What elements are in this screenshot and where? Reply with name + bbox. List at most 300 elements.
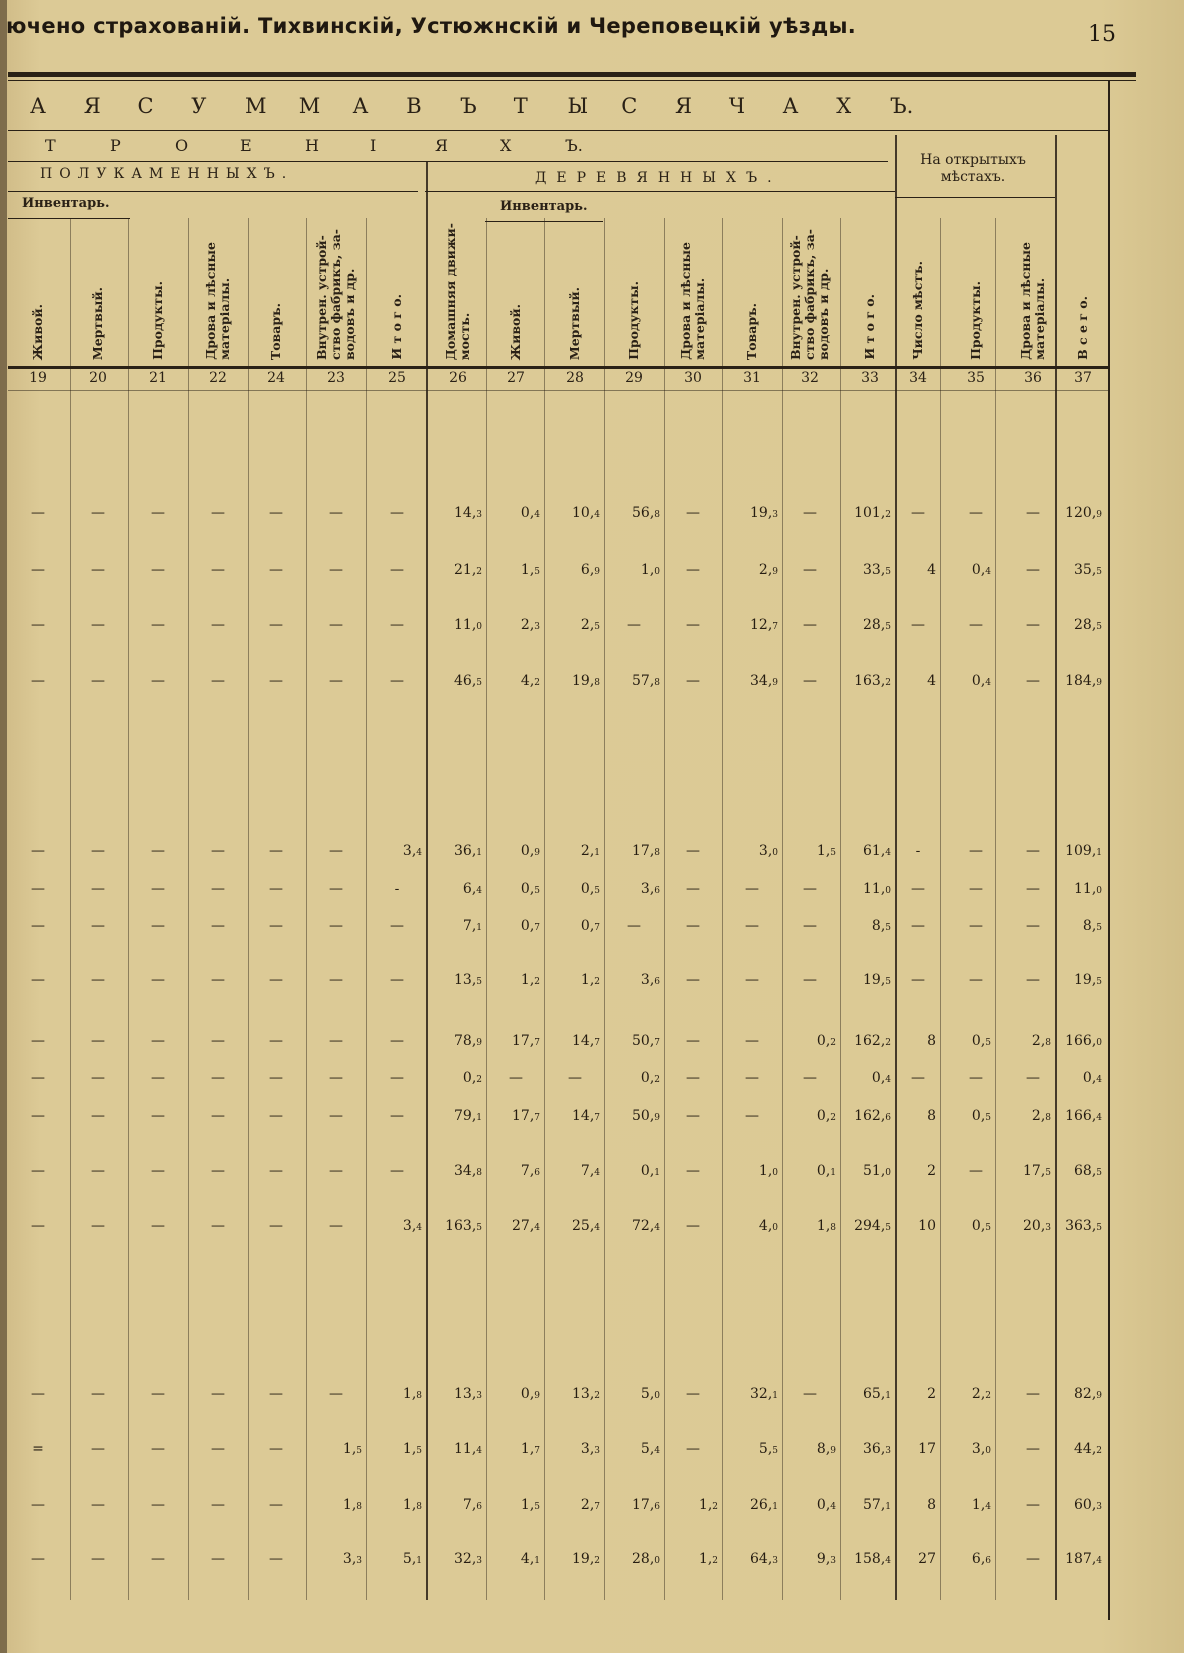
table-cell: —: [329, 562, 343, 578]
banner-letter: Х: [836, 94, 852, 118]
table-cell: 21,2: [454, 562, 482, 578]
column-rule: [722, 218, 723, 1600]
table-cell: —: [151, 1070, 165, 1086]
column-rule: [544, 218, 545, 1600]
table-cell: 1,8: [402, 1497, 422, 1513]
table-cell: —: [211, 673, 225, 689]
table-cell: 50,9: [632, 1108, 660, 1124]
table-cell: —: [211, 1497, 225, 1513]
table-cell: 11,0: [454, 617, 482, 633]
table-cell: 11,4: [454, 1441, 482, 1457]
banner-letter: Я: [435, 136, 448, 155]
table-cell: 2,7: [580, 1497, 600, 1513]
table-cell: —: [31, 918, 45, 934]
table-cell: 72,4: [632, 1218, 660, 1234]
table-cell: —: [686, 505, 700, 521]
table-cell: —: [269, 673, 283, 689]
banner-letter: М: [245, 94, 267, 118]
table-cell: 1,0: [640, 562, 660, 578]
table-cell: 13,5: [454, 972, 482, 988]
page-number: 15: [1088, 22, 1116, 47]
table-cell: 51,0: [863, 1163, 891, 1179]
table-cell: —: [151, 1033, 165, 1049]
table-cell: —: [329, 617, 343, 633]
table-cell: 6,6: [971, 1551, 991, 1567]
table-cell: 0,4: [971, 562, 991, 578]
table-cell: —: [31, 1108, 45, 1124]
banner-letter: А: [782, 94, 799, 118]
table-cell: —: [329, 1108, 343, 1124]
table-cell: 0,4: [816, 1497, 836, 1513]
banner-letter: А: [30, 94, 46, 118]
wooden-divider: [425, 191, 895, 192]
table-cell: —: [31, 562, 45, 578]
table-cell: 187,4: [1065, 1551, 1102, 1567]
table-cell: —: [211, 617, 225, 633]
table-cell: —: [911, 505, 925, 521]
table-cell: —: [91, 1070, 105, 1086]
table-cell: 50,7: [632, 1033, 660, 1049]
table-cell: —: [686, 843, 700, 859]
table-cell: —: [31, 1163, 45, 1179]
table-cell: 27: [918, 1551, 936, 1567]
column-number-37: 37: [1074, 370, 1092, 386]
table-cell: —: [91, 972, 105, 988]
table-cell: —: [211, 918, 225, 934]
table-cell: 5,0: [640, 1386, 660, 1402]
table-cell: 4: [927, 562, 936, 578]
table-cell: 0,5: [971, 1108, 991, 1124]
banner-letter: А: [352, 94, 369, 118]
table-cell: 34,9: [750, 673, 778, 689]
half-stone-divider: [8, 191, 418, 192]
column-number-19: 19: [29, 370, 47, 386]
table-cell: 27,4: [512, 1218, 540, 1234]
table-cell: 2: [927, 1386, 936, 1402]
table-cell: 6,9: [580, 562, 600, 578]
table-cell: —: [269, 1070, 283, 1086]
table-cell: —: [390, 1033, 404, 1049]
table-cell: —: [803, 673, 817, 689]
column-rule: [840, 218, 841, 1600]
table-cell: —: [329, 972, 343, 988]
table-cell: —: [803, 1386, 817, 1402]
column-number-23: 23: [327, 370, 345, 386]
table-cell: —: [1026, 881, 1040, 897]
banner-letter: І: [370, 136, 377, 155]
banner-letter: Я: [83, 94, 101, 118]
table-cell: —: [969, 843, 983, 859]
table-cell: 6,4: [462, 881, 482, 897]
table-cell: —: [151, 1218, 165, 1234]
table-cell: —: [91, 1551, 105, 1567]
table-cell: 3,6: [640, 881, 660, 897]
table-cell: —: [686, 1070, 700, 1086]
banner-letter: Е: [240, 136, 252, 155]
table-cell: —: [745, 1108, 759, 1124]
top-rule-thick: [8, 72, 1136, 77]
table-cell: 4,1: [520, 1551, 540, 1567]
table-cell: 1,8: [342, 1497, 362, 1513]
table-cell: —: [91, 1218, 105, 1234]
table-cell: 33,5: [863, 562, 891, 578]
table-cell: —: [329, 1070, 343, 1086]
table-cell: —: [269, 1386, 283, 1402]
table-cell: 68,5: [1074, 1163, 1102, 1179]
column-header-24: Товаръ.: [268, 302, 283, 360]
banner-letter: Н: [305, 136, 319, 155]
table-cell: —: [269, 1218, 283, 1234]
table-cell: 0,4: [871, 1070, 891, 1086]
table-cell: —: [745, 918, 759, 934]
table-cell: —: [269, 1163, 283, 1179]
banner-letter: Ы: [567, 94, 589, 118]
table-cell: —: [31, 1497, 45, 1513]
column-number-26: 26: [449, 370, 467, 386]
column-header-26: Домашняя движи- мость.: [443, 222, 472, 360]
table-cell: —: [329, 843, 343, 859]
table-cell: —: [91, 617, 105, 633]
table-cell: 1,8: [402, 1386, 422, 1402]
table-cell: 0,5: [971, 1033, 991, 1049]
column-number-32: 32: [801, 370, 819, 386]
column-rule: [426, 161, 428, 1600]
table-cell: 17,6: [632, 1497, 660, 1513]
table-cell: 0,4: [971, 673, 991, 689]
table-cell: —: [31, 1070, 45, 1086]
table-cell: —: [31, 617, 45, 633]
table-cell: 0,5: [520, 881, 540, 897]
table-cell: —: [91, 1108, 105, 1124]
table-cell: 3,6: [640, 972, 660, 988]
table-cell: —: [211, 505, 225, 521]
table-cell: 4: [927, 673, 936, 689]
table-cell: —: [745, 881, 759, 897]
table-cell: —: [91, 505, 105, 521]
table-cell: 0,4: [520, 505, 540, 521]
table-cell: —: [269, 505, 283, 521]
table-cell: 166,0: [1065, 1033, 1102, 1049]
table-cell: 2,1: [580, 843, 600, 859]
column-number-28: 28: [566, 370, 584, 386]
column-number-24: 24: [267, 370, 285, 386]
table-cell: 17: [918, 1441, 936, 1457]
column-number-34: 34: [909, 370, 927, 386]
banner-letter: О: [175, 136, 189, 155]
table-cell: 7,6: [520, 1163, 540, 1179]
table-cell: —: [1026, 918, 1040, 934]
table-cell: —: [911, 1070, 925, 1086]
table-cell: 12,7: [750, 617, 778, 633]
column-rule: [306, 218, 307, 1600]
table-cell: 17,7: [512, 1108, 540, 1124]
table-cell: —: [1026, 1441, 1040, 1457]
table-cell: —: [151, 881, 165, 897]
table-cell: —: [1026, 1386, 1040, 1402]
table-cell: 163,5: [445, 1218, 482, 1234]
table-cell: —: [329, 1218, 343, 1234]
column-header-34: Число мѣстъ.: [910, 261, 925, 360]
table-cell: 3,4: [402, 843, 422, 859]
column-header-19: Живой.: [30, 303, 45, 360]
table-cell: —: [211, 1108, 225, 1124]
table-cell: —: [211, 1386, 225, 1402]
column-rule: [604, 218, 605, 1600]
banner-letter: С: [137, 94, 154, 118]
table-cell: —: [329, 1386, 343, 1402]
column-rule: [128, 218, 129, 1600]
table-cell: 17,8: [632, 843, 660, 859]
column-number-20: 20: [89, 370, 107, 386]
table-cell: —: [269, 1108, 283, 1124]
banner-letter: В: [406, 94, 422, 118]
table-cell: —: [803, 1070, 817, 1086]
table-cell: —: [686, 881, 700, 897]
table-cell: —: [269, 1441, 283, 1457]
table-cell: —: [1026, 505, 1040, 521]
table-cell: —: [803, 918, 817, 934]
table-cell: 184,9: [1065, 673, 1102, 689]
table-cell: —: [745, 1070, 759, 1086]
table-cell: —: [509, 1070, 523, 1086]
table-cell: —: [31, 881, 45, 897]
table-cell: 120,9: [1065, 505, 1102, 521]
table-cell: 0,4: [1082, 1070, 1102, 1086]
table-cell: 2,8: [1031, 1108, 1051, 1124]
table-cell: 2: [927, 1163, 936, 1179]
top-rule-thin: [8, 80, 1136, 81]
table-cell: 35,5: [1074, 562, 1102, 578]
banner-letter: М: [298, 94, 321, 118]
column-header-21: Продукты.: [150, 281, 165, 360]
column-header-25: И т о г о.: [389, 294, 404, 360]
column-header-30: Дрова и лѣсные матеріалы.: [678, 242, 707, 360]
table-cell: 10: [918, 1218, 936, 1234]
table-cell: —: [390, 505, 404, 521]
table-cell: —: [211, 1033, 225, 1049]
table-cell: —: [969, 617, 983, 633]
table-cell: 64,3: [750, 1551, 778, 1567]
table-cell: —: [211, 1441, 225, 1457]
column-header-22: Дрова и лѣсные матеріалы.: [203, 242, 232, 360]
table-cell: 158,4: [854, 1551, 891, 1567]
table-cell: —: [969, 881, 983, 897]
table-cell: —: [803, 562, 817, 578]
column-header-23: Внутрен. устрой- ство фабрикъ, за- водовъ и др.: [314, 228, 357, 360]
table-cell: —: [269, 881, 283, 897]
table-cell: 79,1: [454, 1108, 482, 1124]
table-cell: —: [151, 918, 165, 934]
banner-letter: Т: [513, 94, 528, 118]
table-cell: —: [269, 972, 283, 988]
table-cell: —: [911, 972, 925, 988]
wooden-heading: ДЕРЕВЯННЫХЪ.: [535, 170, 782, 186]
table-cell: 36,1: [454, 843, 482, 859]
column-rule: [995, 218, 996, 1600]
page-header-title: ючено страхованій. Тихвинскій, Устюжнскій и Череповецкій уѣзды.: [6, 14, 857, 38]
table-cell: 163,2: [854, 673, 891, 689]
banner-letter: Т: [45, 136, 56, 155]
column-rule: [1055, 135, 1057, 1600]
table-cell: —: [211, 1163, 225, 1179]
table-cell: 8: [927, 1108, 936, 1124]
column-number-29: 29: [625, 370, 643, 386]
banner-letter: Х: [500, 136, 512, 155]
table-cell: 2,9: [758, 562, 778, 578]
table-cell: 19,5: [863, 972, 891, 988]
table-cell: —: [686, 1386, 700, 1402]
table-cell: 14,7: [572, 1108, 600, 1124]
table-cell: —: [31, 505, 45, 521]
column-number-35: 35: [967, 370, 985, 386]
table-cell: —: [911, 918, 925, 934]
table-cell: 36,3: [863, 1441, 891, 1457]
column-header-29: Продукты.: [626, 281, 641, 360]
table-cell: 2,3: [520, 617, 540, 633]
table-right-border: [1108, 80, 1110, 1620]
table-cell: 0,9: [520, 1386, 540, 1402]
table-cell: —: [803, 881, 817, 897]
table-cell: —: [1026, 1551, 1040, 1567]
table-cell: 0,2: [816, 1033, 836, 1049]
table-cell: —: [390, 617, 404, 633]
table-cell: —: [1026, 843, 1040, 859]
table-cell: —: [969, 505, 983, 521]
table-cell: —: [211, 1070, 225, 1086]
table-cell: —: [745, 972, 759, 988]
table-cell: —: [1026, 1497, 1040, 1513]
table-cell: 20,3: [1023, 1218, 1051, 1234]
table-cell: 162,6: [854, 1108, 891, 1124]
column-header-37: В с е г о.: [1075, 296, 1090, 360]
table-cell: —: [151, 1386, 165, 1402]
table-cell: —: [686, 562, 700, 578]
table-cell: 1,2: [580, 972, 600, 988]
table-cell: 166,4: [1065, 1108, 1102, 1124]
table-cell: —: [329, 673, 343, 689]
table-cell: —: [31, 972, 45, 988]
table-cell: 0,7: [580, 918, 600, 934]
table-cell: —: [211, 972, 225, 988]
table-cell: —: [686, 1441, 700, 1457]
table-cell: 44,2: [1074, 1441, 1102, 1457]
table-cell: 9,3: [816, 1551, 836, 1567]
table-cell: —: [91, 881, 105, 897]
table-cell: 46,5: [454, 673, 482, 689]
column-header-33: И т о г о.: [862, 294, 877, 360]
column-number-21: 21: [149, 370, 167, 386]
table-cell: 294,5: [854, 1218, 891, 1234]
table-cell: —: [686, 617, 700, 633]
table-cell: 0,2: [816, 1108, 836, 1124]
table-cell: 101,2: [854, 505, 891, 521]
table-cell: 28,0: [632, 1551, 660, 1567]
table-cell: 1,8: [816, 1218, 836, 1234]
table-cell: —: [211, 843, 225, 859]
table-cell: 1,2: [698, 1497, 718, 1513]
table-cell: 2,2: [971, 1386, 991, 1402]
header-bottom-rule: [8, 366, 1108, 369]
table-cell: —: [686, 918, 700, 934]
table-cell: 78,9: [454, 1033, 482, 1049]
column-header-36: Дрова и лѣсные матеріалы.: [1018, 242, 1047, 360]
column-rule: [366, 218, 367, 1600]
column-rule: [188, 218, 189, 1600]
table-cell: —: [390, 1163, 404, 1179]
table-cell: 13,3: [454, 1386, 482, 1402]
banner-letter: Ъ.: [890, 94, 914, 118]
table-cell: 19,8: [572, 673, 600, 689]
table-cell: 0,7: [520, 918, 540, 934]
table-cell: =: [32, 1441, 44, 1457]
table-cell: 17,5: [1023, 1163, 1051, 1179]
table-cell: 7,6: [462, 1497, 482, 1513]
column-rule: [486, 218, 487, 1600]
table-cell: 2,8: [1031, 1033, 1051, 1049]
table-cell: —: [211, 562, 225, 578]
table-cell: —: [969, 972, 983, 988]
table-cell: —: [686, 1108, 700, 1124]
table-cell: 1,5: [520, 562, 540, 578]
table-cell: —: [151, 1163, 165, 1179]
table-cell: —: [911, 617, 925, 633]
column-rule: [70, 218, 71, 1600]
table-cell: —: [390, 972, 404, 988]
table-cell: —: [211, 1218, 225, 1234]
table-cell: —: [91, 918, 105, 934]
column-header-31: Товаръ.: [744, 302, 759, 360]
table-cell: —: [803, 505, 817, 521]
open-places-heading: На открытыхъ мѣстахъ.: [920, 152, 1026, 185]
table-cell: 11,0: [1074, 881, 1102, 897]
banner-letter: У: [191, 94, 207, 118]
table-cell: —: [969, 918, 983, 934]
table-cell: 0,1: [816, 1163, 836, 1179]
table-cell: 10,4: [572, 505, 600, 521]
column-rule: [895, 135, 897, 1600]
banner-letter: Ъ: [460, 94, 477, 118]
table-cell: 19,2: [572, 1551, 600, 1567]
table-cell: —: [329, 918, 343, 934]
table-cell: 65,1: [863, 1386, 891, 1402]
column-rule: [664, 218, 665, 1600]
banner-letter: Ъ.: [565, 136, 583, 155]
inventory-left-rule: [8, 218, 130, 219]
column-number-25: 25: [388, 370, 406, 386]
table-cell: —: [151, 1497, 165, 1513]
table-cell: 32,1: [750, 1386, 778, 1402]
buildings-divider: [8, 161, 888, 162]
table-cell: 1,5: [520, 1497, 540, 1513]
banner-letter: Я: [675, 94, 692, 118]
table-cell: —: [329, 881, 343, 897]
table-cell: 28,5: [1074, 617, 1102, 633]
table-cell: —: [911, 881, 925, 897]
open-divider: [895, 197, 1055, 198]
table-cell: 2,5: [580, 617, 600, 633]
table-cell: —: [390, 918, 404, 934]
table-cell: —: [151, 843, 165, 859]
column-number-31: 31: [743, 370, 761, 386]
table-cell: 1,5: [402, 1441, 422, 1457]
table-cell: 28,5: [863, 617, 891, 633]
column-number-27: 27: [507, 370, 525, 386]
half-stone-heading: ПОЛУКАМЕННЫХЪ.: [40, 166, 294, 182]
table-cell: —: [91, 1163, 105, 1179]
table-cell: —: [31, 1218, 45, 1234]
table-cell: —: [803, 617, 817, 633]
inventory-left-heading: Инвентарь.: [22, 196, 110, 211]
